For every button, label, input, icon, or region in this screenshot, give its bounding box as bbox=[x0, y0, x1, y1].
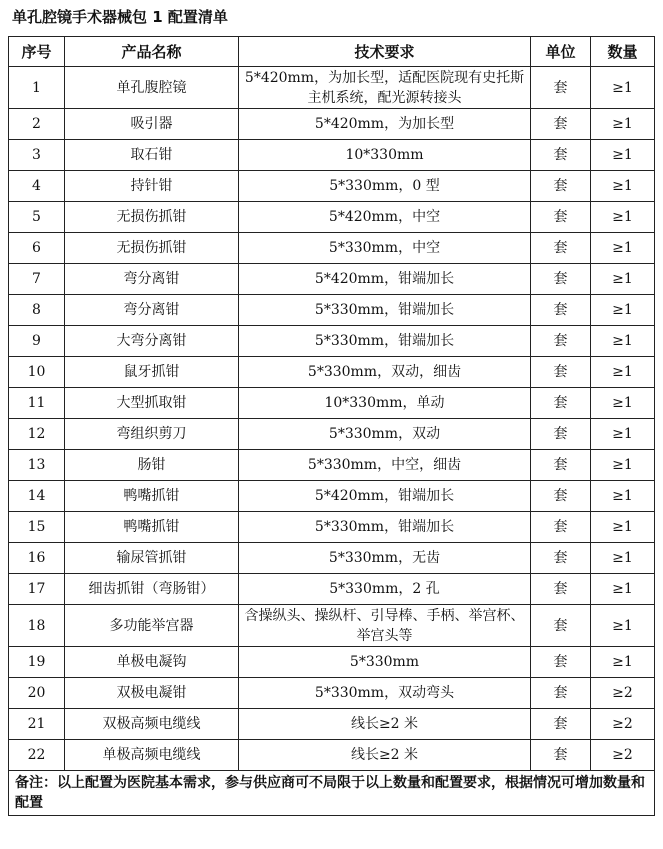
cell-product-name: 单极高频电缆线 bbox=[65, 740, 239, 771]
cell-unit: 套 bbox=[531, 709, 591, 740]
table-row bbox=[9, 574, 655, 605]
cell-spec: 5*330mm，0 型 bbox=[239, 171, 531, 202]
cell-spec: 5*330mm bbox=[239, 647, 531, 678]
table-row bbox=[9, 326, 655, 357]
cell-index: 7 bbox=[9, 264, 65, 295]
table-row bbox=[9, 140, 655, 171]
cell-unit: 套 bbox=[531, 357, 591, 388]
header-quantity: 数量 bbox=[591, 37, 655, 67]
table-body bbox=[9, 67, 655, 771]
cell-quantity: ≥1 bbox=[591, 419, 655, 450]
cell-spec: 5*330mm，双动弯头 bbox=[239, 678, 531, 709]
cell-product-name: 无损伤抓钳 bbox=[65, 233, 239, 264]
cell-product-name: 大弯分离钳 bbox=[65, 326, 239, 357]
cell-unit: 套 bbox=[531, 264, 591, 295]
cell-unit: 套 bbox=[531, 109, 591, 140]
cell-spec: 10*330mm bbox=[239, 140, 531, 171]
cell-product-name: 吸引器 bbox=[65, 109, 239, 140]
table-row bbox=[9, 678, 655, 709]
header-spec: 技术要求 bbox=[239, 37, 531, 67]
cell-quantity: ≥1 bbox=[591, 326, 655, 357]
cell-unit: 套 bbox=[531, 740, 591, 771]
cell-unit: 套 bbox=[531, 605, 591, 647]
cell-index: 19 bbox=[9, 647, 65, 678]
cell-spec: 5*420mm，钳端加长 bbox=[239, 264, 531, 295]
header-product-name: 产品名称 bbox=[65, 37, 239, 67]
table-row bbox=[9, 740, 655, 771]
note-text: 备注：以上配置为医院基本需求，参与供应商可不局限于以上数量和配置要求，根据情况可增加数量和配置 bbox=[9, 771, 655, 816]
configuration-table bbox=[8, 36, 655, 816]
cell-quantity: ≥1 bbox=[591, 171, 655, 202]
cell-index: 8 bbox=[9, 295, 65, 326]
cell-quantity: ≥1 bbox=[591, 481, 655, 512]
cell-quantity: ≥2 bbox=[591, 709, 655, 740]
cell-unit: 套 bbox=[531, 574, 591, 605]
cell-index: 13 bbox=[9, 450, 65, 481]
cell-index: 10 bbox=[9, 357, 65, 388]
cell-product-name: 双极高频电缆线 bbox=[65, 709, 239, 740]
table-row bbox=[9, 709, 655, 740]
cell-spec: 5*330mm，钳端加长 bbox=[239, 295, 531, 326]
cell-spec: 10*330mm，单动 bbox=[239, 388, 531, 419]
cell-product-name: 双极电凝钳 bbox=[65, 678, 239, 709]
cell-quantity: ≥1 bbox=[591, 357, 655, 388]
cell-quantity: ≥1 bbox=[591, 202, 655, 233]
cell-spec: 5*330mm，无齿 bbox=[239, 543, 531, 574]
table-row bbox=[9, 233, 655, 264]
header-index: 序号 bbox=[9, 37, 65, 67]
cell-quantity: ≥1 bbox=[591, 140, 655, 171]
cell-unit: 套 bbox=[531, 295, 591, 326]
cell-product-name: 取石钳 bbox=[65, 140, 239, 171]
table-row bbox=[9, 67, 655, 109]
cell-unit: 套 bbox=[531, 140, 591, 171]
cell-product-name: 输尿管抓钳 bbox=[65, 543, 239, 574]
cell-index: 11 bbox=[9, 388, 65, 419]
cell-spec: 5*330mm，中空 bbox=[239, 233, 531, 264]
table-row bbox=[9, 481, 655, 512]
cell-product-name: 鸭嘴抓钳 bbox=[65, 481, 239, 512]
cell-quantity: ≥2 bbox=[591, 678, 655, 709]
cell-index: 1 bbox=[9, 67, 65, 109]
cell-quantity: ≥1 bbox=[591, 109, 655, 140]
cell-index: 12 bbox=[9, 419, 65, 450]
cell-spec: 5*420mm，为加长型 bbox=[239, 109, 531, 140]
cell-unit: 套 bbox=[531, 67, 591, 109]
table-row bbox=[9, 512, 655, 543]
cell-spec: 5*330mm，钳端加长 bbox=[239, 512, 531, 543]
cell-quantity: ≥1 bbox=[591, 233, 655, 264]
note-row bbox=[9, 771, 655, 816]
cell-quantity: ≥1 bbox=[591, 450, 655, 481]
cell-index: 20 bbox=[9, 678, 65, 709]
cell-unit: 套 bbox=[531, 233, 591, 264]
cell-unit: 套 bbox=[531, 450, 591, 481]
cell-product-name: 弯分离钳 bbox=[65, 264, 239, 295]
cell-product-name: 持针钳 bbox=[65, 171, 239, 202]
cell-unit: 套 bbox=[531, 419, 591, 450]
cell-spec: 5*330mm，双动，细齿 bbox=[239, 357, 531, 388]
header-unit: 单位 bbox=[531, 37, 591, 67]
cell-product-name: 大型抓取钳 bbox=[65, 388, 239, 419]
cell-unit: 套 bbox=[531, 481, 591, 512]
cell-index: 21 bbox=[9, 709, 65, 740]
cell-product-name: 单孔腹腔镜 bbox=[65, 67, 239, 109]
cell-index: 9 bbox=[9, 326, 65, 357]
cell-product-name: 弯组织剪刀 bbox=[65, 419, 239, 450]
cell-product-name: 肠钳 bbox=[65, 450, 239, 481]
cell-product-name: 鼠牙抓钳 bbox=[65, 357, 239, 388]
cell-spec: 5*420mm，钳端加长 bbox=[239, 481, 531, 512]
cell-product-name: 弯分离钳 bbox=[65, 295, 239, 326]
cell-unit: 套 bbox=[531, 171, 591, 202]
cell-spec: 含操纵头、操纵杆、引导棒、手柄、举宫杯、举宫头等 bbox=[239, 605, 531, 647]
cell-index: 2 bbox=[9, 109, 65, 140]
cell-index: 15 bbox=[9, 512, 65, 543]
cell-index: 5 bbox=[9, 202, 65, 233]
cell-unit: 套 bbox=[531, 202, 591, 233]
cell-product-name: 无损伤抓钳 bbox=[65, 202, 239, 233]
table-row bbox=[9, 543, 655, 574]
cell-index: 14 bbox=[9, 481, 65, 512]
cell-quantity: ≥1 bbox=[591, 67, 655, 109]
cell-quantity: ≥1 bbox=[591, 295, 655, 326]
cell-spec: 5*330mm，2 孔 bbox=[239, 574, 531, 605]
cell-quantity: ≥1 bbox=[591, 512, 655, 543]
table-row bbox=[9, 357, 655, 388]
cell-unit: 套 bbox=[531, 512, 591, 543]
cell-index: 18 bbox=[9, 605, 65, 647]
table-row bbox=[9, 419, 655, 450]
cell-quantity: ≥1 bbox=[591, 574, 655, 605]
cell-quantity: ≥1 bbox=[591, 388, 655, 419]
cell-spec: 5*420mm，中空 bbox=[239, 202, 531, 233]
document-title: 单孔腔镜手术器械包 1 配置清单 bbox=[12, 8, 228, 26]
cell-product-name: 鸭嘴抓钳 bbox=[65, 512, 239, 543]
table-row bbox=[9, 295, 655, 326]
table-row bbox=[9, 171, 655, 202]
cell-product-name: 多功能举宫器 bbox=[65, 605, 239, 647]
table-row bbox=[9, 450, 655, 481]
cell-quantity: ≥2 bbox=[591, 740, 655, 771]
cell-quantity: ≥1 bbox=[591, 605, 655, 647]
cell-product-name: 细齿抓钳（弯肠钳） bbox=[65, 574, 239, 605]
table-row bbox=[9, 264, 655, 295]
table-header-row bbox=[9, 37, 655, 67]
cell-spec: 5*330mm，双动 bbox=[239, 419, 531, 450]
cell-spec: 线长≥2 米 bbox=[239, 709, 531, 740]
cell-spec: 5*330mm，中空，细齿 bbox=[239, 450, 531, 481]
table-row bbox=[9, 605, 655, 647]
table-row bbox=[9, 647, 655, 678]
cell-quantity: ≥1 bbox=[591, 543, 655, 574]
cell-unit: 套 bbox=[531, 647, 591, 678]
cell-index: 17 bbox=[9, 574, 65, 605]
cell-index: 3 bbox=[9, 140, 65, 171]
cell-index: 6 bbox=[9, 233, 65, 264]
cell-index: 4 bbox=[9, 171, 65, 202]
cell-spec: 5*330mm，钳端加长 bbox=[239, 326, 531, 357]
cell-unit: 套 bbox=[531, 326, 591, 357]
cell-unit: 套 bbox=[531, 543, 591, 574]
cell-unit: 套 bbox=[531, 388, 591, 419]
cell-product-name: 单极电凝钩 bbox=[65, 647, 239, 678]
table-row bbox=[9, 202, 655, 233]
cell-spec: 5*420mm，为加长型，适配医院现有史托斯主机系统，配光源转接头 bbox=[239, 67, 531, 109]
cell-spec: 线长≥2 米 bbox=[239, 740, 531, 771]
table-row bbox=[9, 388, 655, 419]
cell-unit: 套 bbox=[531, 678, 591, 709]
cell-quantity: ≥1 bbox=[591, 647, 655, 678]
table-row bbox=[9, 109, 655, 140]
cell-quantity: ≥1 bbox=[591, 264, 655, 295]
cell-index: 22 bbox=[9, 740, 65, 771]
cell-index: 16 bbox=[9, 543, 65, 574]
